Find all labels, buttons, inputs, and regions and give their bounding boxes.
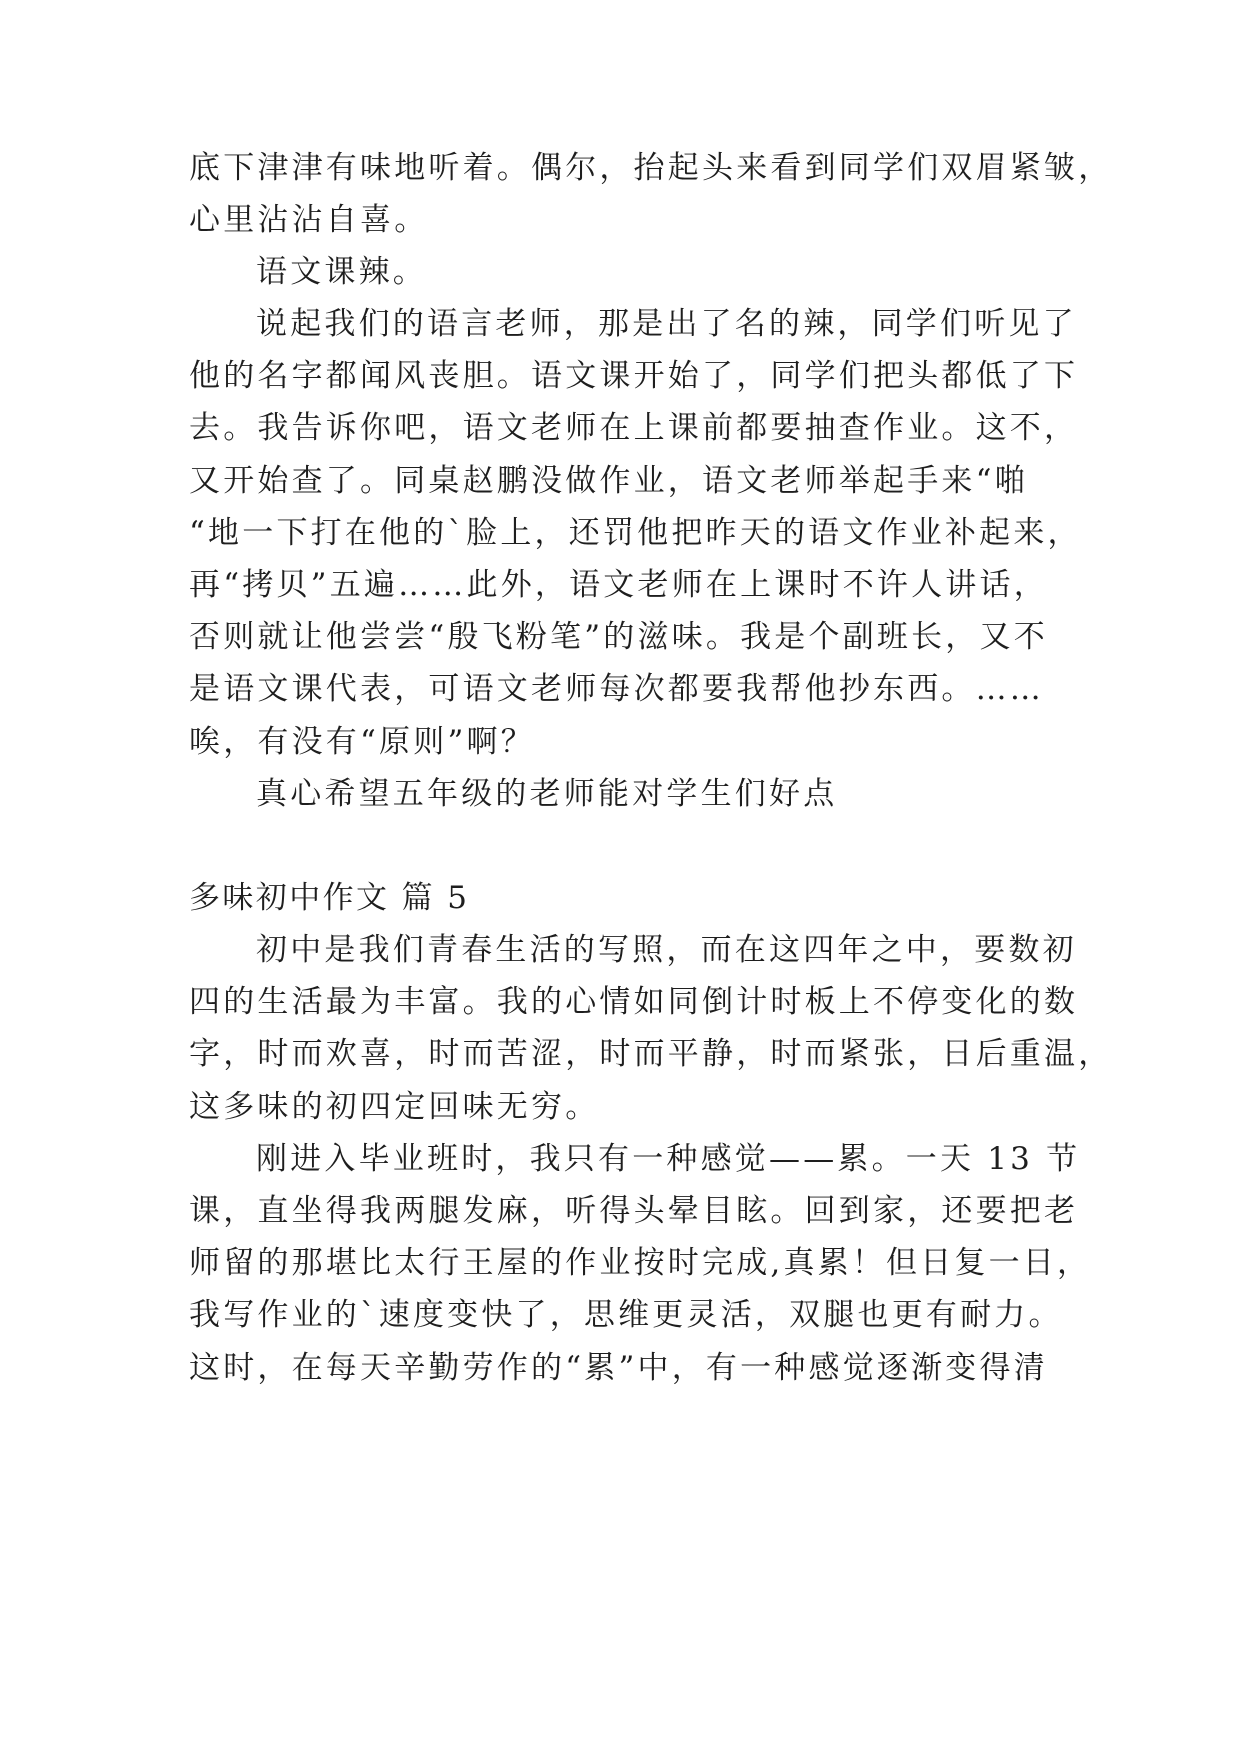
text-line: 底下津津有味地听着。偶尔，抬起头来看到同学们双眉紧皱，	[189, 150, 1113, 186]
text-line: 他的名字都闻风丧胆。语文课开始了，同学们把头都低了下	[189, 358, 1079, 394]
text-line: 语文课辣。	[256, 254, 427, 290]
text-line: 字，时而欢喜，时而苦涩，时而平静，时而紧张，日后重温，	[189, 1036, 1113, 1072]
text-line: 课，直坐得我两腿发麻，听得头晕目眩。回到家，还要把老	[189, 1193, 1079, 1229]
text-line: 这时，在每天辛勤劳作的“累”中，有一种感觉逐渐变得清	[189, 1350, 1048, 1386]
text-line: 是语文课代表，可语文老师每次都要我帮他抄东西。……	[189, 671, 1044, 707]
text-line: 唉，有没有“原则”啊？	[189, 724, 535, 760]
text-line: 刚进入毕业班时，我只有一种感觉——累。一天 13 节	[256, 1141, 1081, 1177]
text-line: 否则就让他尝尝“殷飞粉笔”的滋味。我是个副班长，又不	[189, 619, 1048, 655]
text-line: 又开始查了。同桌赵鹏没做作业，语文老师举起手来“啪	[189, 463, 1029, 499]
section-heading: 多味初中作文 篇 5	[189, 880, 470, 916]
text-line: 说起我们的语言老师，那是出了名的辣，同学们听见了	[256, 306, 1077, 342]
text-line: 心里沾沾自喜。	[189, 202, 429, 238]
text-line: 真心希望五年级的老师能对学生们好点	[256, 776, 838, 812]
text-line: 师留的那堪比太行王屋的作业按时完成,真累！但日复一日，	[189, 1245, 1092, 1281]
text-line: “地一下打在他的`脸上，还罚他把昨天的语文作业补起来，	[189, 515, 1082, 551]
text-line: 四的生活最为丰富。我的心情如同倒计时板上不停变化的数	[189, 984, 1079, 1020]
text-line: 去。我告诉你吧，语文老师在上课前都要抽查作业。这不，	[189, 410, 1079, 446]
text-line: 我写作业的`速度变快了，思维更灵活，双腿也更有耐力。	[189, 1297, 1063, 1333]
text-line: 这多味的初四定回味无穷。	[189, 1089, 600, 1125]
text-line: 初中是我们青春生活的写照，而在这四年之中，要数初	[256, 932, 1077, 968]
text-line: 再“拷贝”五遍……此外，语文老师在上课时不许人讲话，	[189, 567, 1048, 603]
